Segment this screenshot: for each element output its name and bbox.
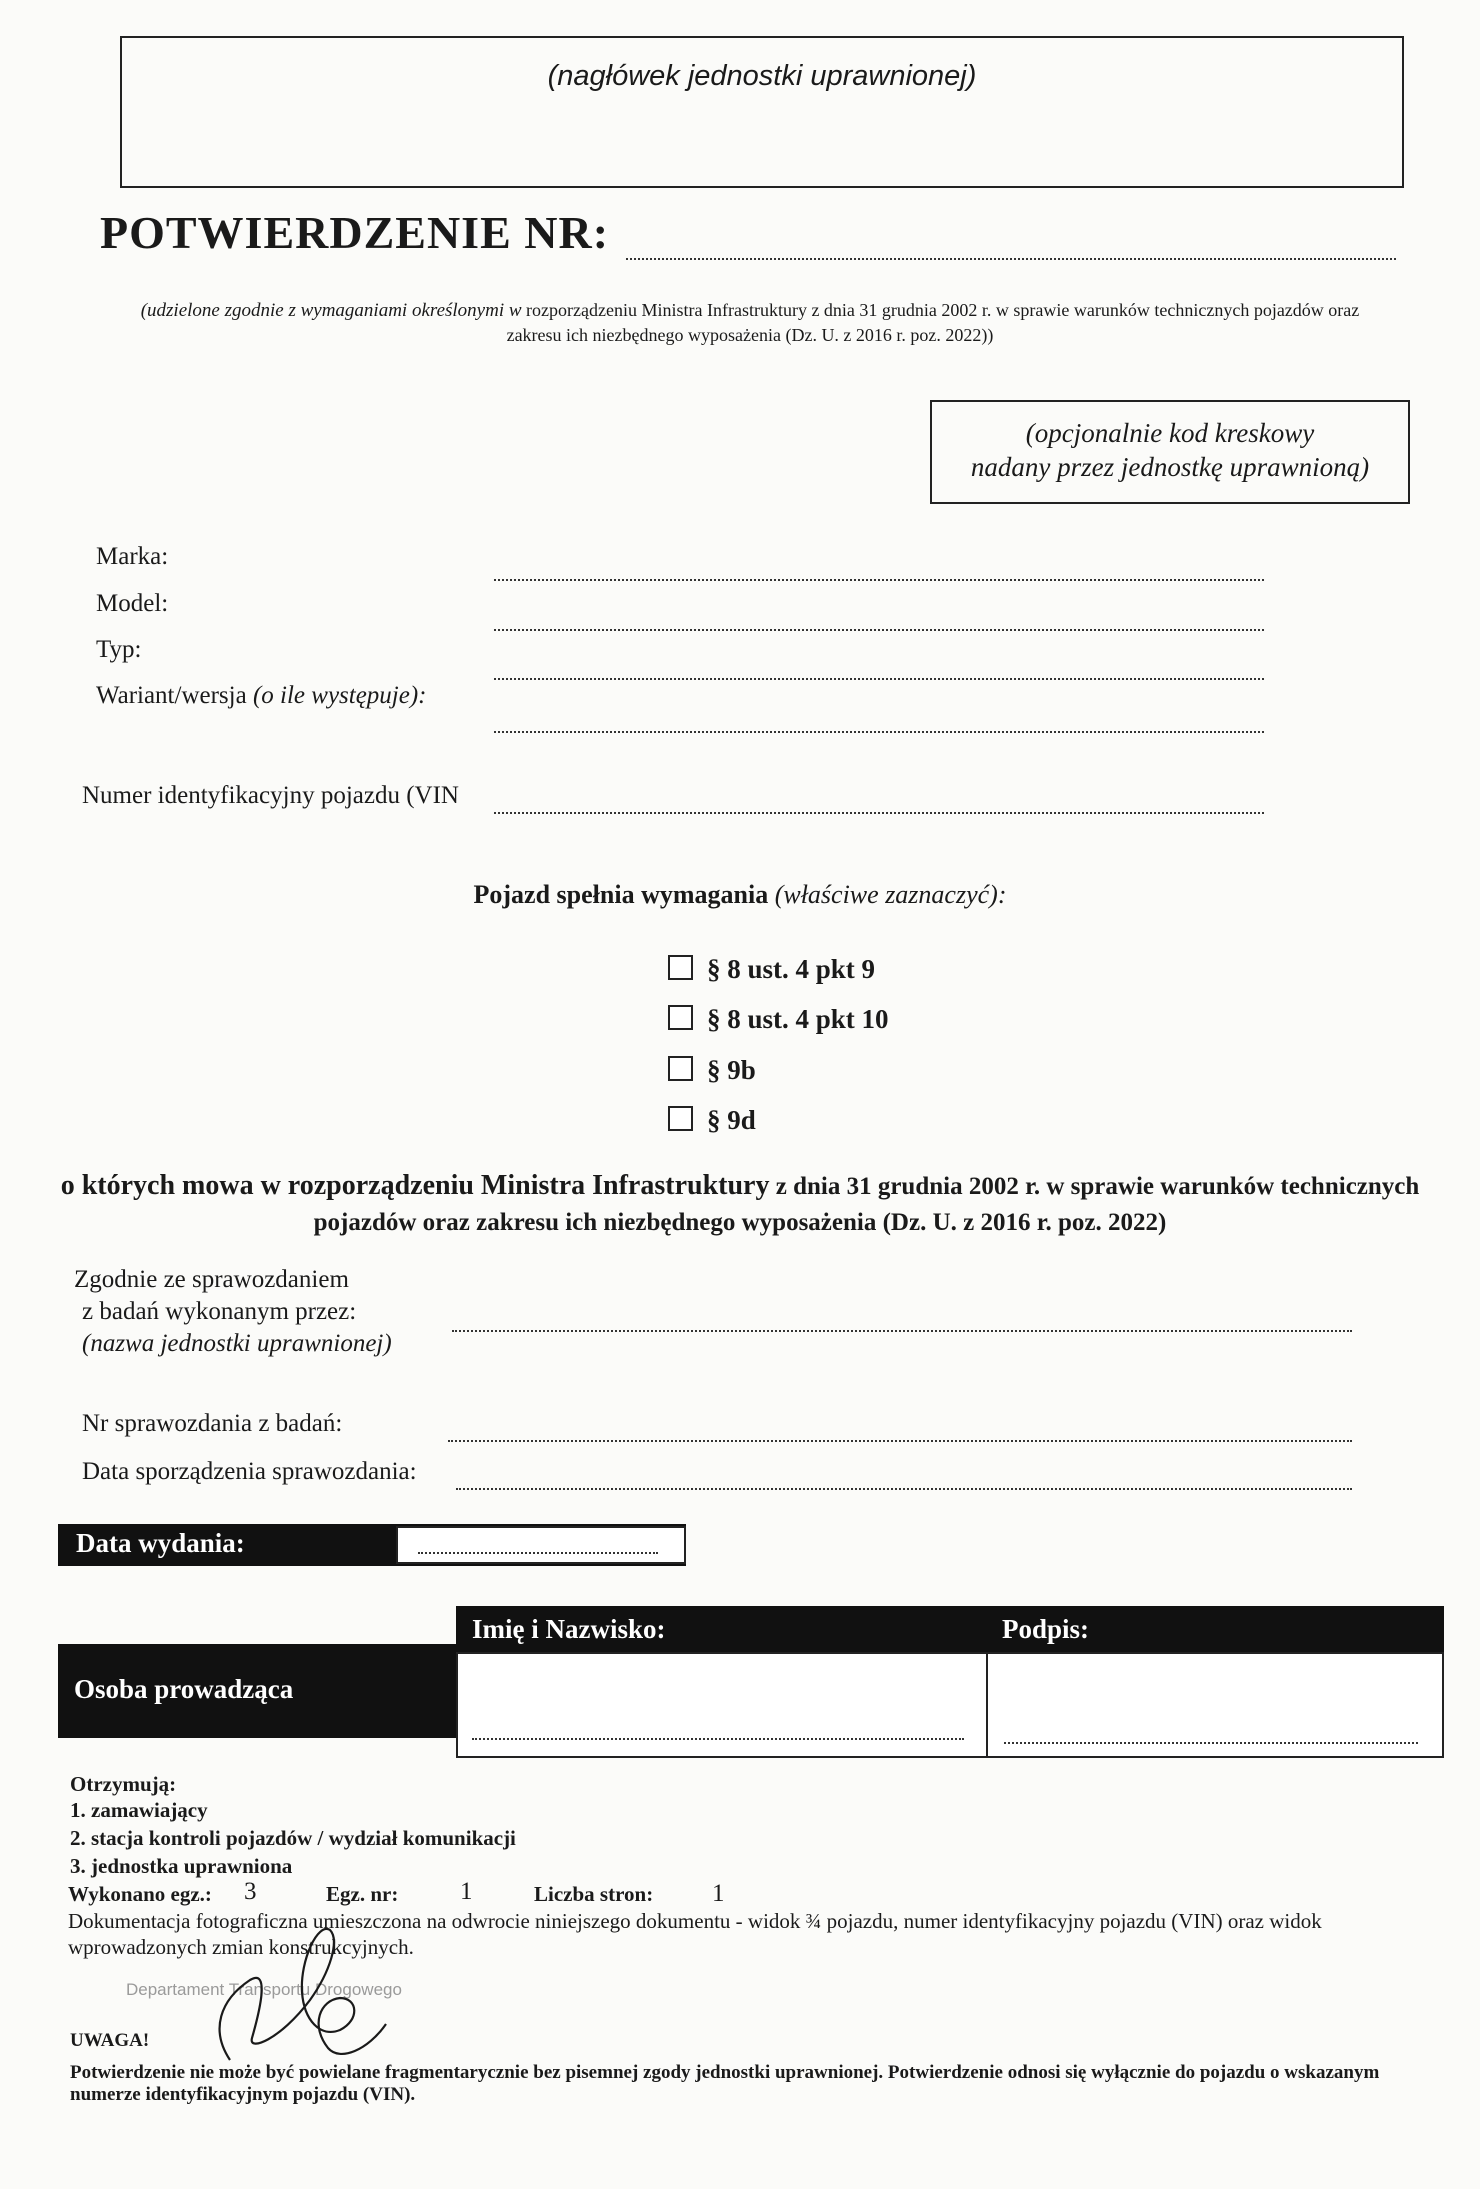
option-9b[interactable] bbox=[668, 1055, 756, 1086]
variant-label-note: (o ile występuje): bbox=[252, 682, 427, 709]
model-field[interactable] bbox=[494, 629, 1264, 631]
name-header: Imię i Nazwisko: bbox=[472, 1614, 666, 1644]
copy-number-label: Egz. nr: bbox=[326, 1882, 399, 1906]
signature-header: Podpis: bbox=[1002, 1614, 1090, 1644]
signature-cell[interactable] bbox=[986, 1652, 1444, 1758]
vin-label: Numer identyfikacyjny pojazdu (VIN bbox=[82, 782, 459, 809]
recipient-item: 1. zamawiający bbox=[70, 1798, 208, 1822]
person-row-label: Osoba prowadząca bbox=[74, 1674, 294, 1704]
option-label: § 9d bbox=[707, 1105, 756, 1135]
requirements-title bbox=[0, 880, 1480, 910]
report-by-line2: z badań wykonanym przez: bbox=[82, 1298, 357, 1325]
option-8-4-10[interactable] bbox=[668, 1004, 889, 1035]
barcode-line1: (opcjonalnie kod kreskowy bbox=[1025, 418, 1315, 448]
subtitle bbox=[120, 298, 1380, 348]
report-date-label: Data sporządzenia sprawozdania: bbox=[82, 1458, 417, 1485]
option-8-4-9[interactable] bbox=[668, 954, 875, 985]
handwritten-signature bbox=[190, 1920, 410, 2070]
name-dots bbox=[472, 1738, 964, 1740]
copies-made-value: 3 bbox=[244, 1878, 257, 1905]
recipient-item: 3. jednostka uprawniona bbox=[70, 1854, 293, 1878]
issue-date-field[interactable] bbox=[396, 1526, 686, 1564]
make-field[interactable] bbox=[494, 579, 1264, 581]
report-date-field[interactable] bbox=[456, 1488, 1352, 1490]
name-cell[interactable] bbox=[456, 1652, 988, 1758]
option-label: § 8 ust. 4 pkt 10 bbox=[707, 1004, 889, 1034]
recipients-title: Otrzymują: bbox=[70, 1772, 177, 1796]
requirements-title-text: Pojazd spełnia wymagania bbox=[473, 880, 769, 909]
confirmation-number-field[interactable] bbox=[626, 258, 1396, 260]
report-by-note: (nazwa jednostki uprawnionej) bbox=[82, 1330, 392, 1357]
person-table-header bbox=[456, 1606, 1444, 1654]
regulation-reference bbox=[60, 1168, 1420, 1241]
type-label: Typ: bbox=[96, 636, 142, 663]
variant-field[interactable] bbox=[494, 731, 1264, 733]
regulation-rest: z dnia 31 grudnia 2002 r. w sprawie warunków technicznych pojazdów oraz zakresu ich niezbędnego wyposażenia (Dz. U. z 2016 r. poz. 2022) bbox=[313, 1173, 1420, 1236]
report-by-field[interactable] bbox=[452, 1330, 1352, 1332]
subtitle-italic: (udzielone zgodnie z wymaganiami określonymi w bbox=[140, 300, 522, 321]
issue-date-dots bbox=[418, 1552, 658, 1554]
variant-label-text: Wariant/wersja bbox=[96, 682, 247, 709]
make-label: Marka: bbox=[96, 543, 169, 570]
requirements-title-note: (właściwe zaznaczyć): bbox=[774, 880, 1007, 909]
type-field[interactable] bbox=[494, 678, 1264, 680]
recipient-item: 2. stacja kontroli pojazdów / wydział komunikacji bbox=[70, 1826, 516, 1850]
copies-made-label: Wykonano egz.: bbox=[68, 1882, 212, 1906]
vin-field[interactable] bbox=[494, 812, 1264, 814]
variant-label bbox=[96, 682, 427, 710]
header-placeholder: (nagłówek jednostki uprawnionej) bbox=[547, 60, 977, 92]
barcode-line2: nadany przez jednostkę uprawnioną) bbox=[970, 452, 1370, 482]
option-9d[interactable] bbox=[668, 1105, 756, 1136]
pages-label: Liczba stron: bbox=[534, 1882, 654, 1906]
photo-documentation-note: Dokumentacja fotograficzna umieszczona na odwrocie niniejszego dokumentu - widok ¾ pojazdu, numer identyfikacyjny pojazdu (VIN) oraz widok wprowadzonych zmian konstrukcyjnych. bbox=[68, 1909, 1322, 1959]
page-title: POTWIERDZENIE NR: bbox=[100, 207, 610, 258]
copy-number-value: 1 bbox=[460, 1878, 473, 1905]
warning-text: Potwierdzenie nie może być powielane fragmentarycznie bez pisemnej zgody jednostki uprawnionej. Potwierdzenie odnosi się wyłącznie do pojazdu o wskazanym numerze identyfikacyjnym pojazdu (VIN). bbox=[70, 2062, 1380, 2105]
option-label: § 8 ust. 4 pkt 9 bbox=[707, 954, 876, 984]
header-placeholder-box bbox=[120, 36, 1404, 188]
stamp-text: Departament Transportu Drogowego bbox=[126, 1980, 402, 1999]
report-number-label: Nr sprawozdania z badań: bbox=[82, 1410, 343, 1437]
report-number-field[interactable] bbox=[448, 1440, 1352, 1442]
option-label: § 9b bbox=[707, 1055, 756, 1085]
barcode-box bbox=[930, 400, 1410, 504]
person-row-label-bar bbox=[58, 1644, 456, 1738]
subtitle-rest: rozporządzeniu Ministra Infrastruktury z dnia 31 grudnia 2002 r. w sprawie warunków technicznych pojazdów oraz zakresu ich niezbędnego wyposażenia (Dz. U. z 2016 r. poz. 2022)) bbox=[506, 300, 1360, 345]
report-by-line1: Zgodnie ze sprawozdaniem bbox=[74, 1266, 349, 1293]
model-label: Model: bbox=[96, 590, 169, 617]
checkbox[interactable] bbox=[668, 955, 693, 980]
regulation-bold: o których mowa w rozporządzeniu Ministra Infrastruktury bbox=[60, 1170, 770, 1201]
checkbox[interactable] bbox=[668, 1056, 693, 1081]
checkbox[interactable] bbox=[668, 1106, 693, 1131]
checkbox[interactable] bbox=[668, 1005, 693, 1030]
warning-title: UWAGA! bbox=[70, 2030, 150, 2051]
signature-dots bbox=[1004, 1742, 1418, 1744]
pages-value: 1 bbox=[712, 1880, 725, 1907]
issue-date-label: Data wydania: bbox=[76, 1528, 245, 1558]
